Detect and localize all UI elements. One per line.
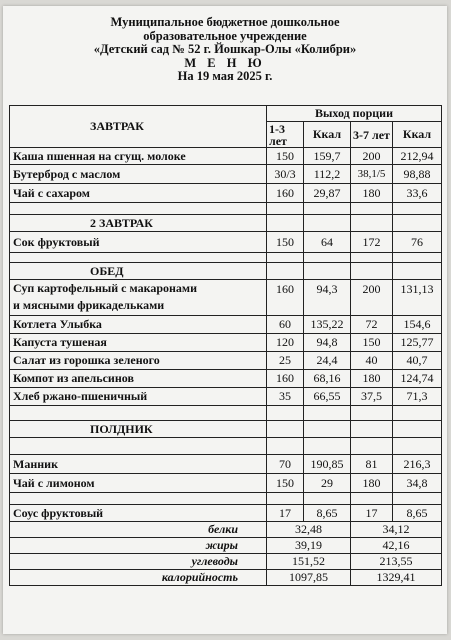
table-row [10, 334, 442, 352]
portion-1-3: 160 [267, 184, 304, 203]
portion-1-3: 25 [267, 352, 304, 370]
kcal-1-3: 24,4 [304, 352, 351, 370]
kcal-1-3: 29,87 [304, 184, 351, 203]
spacer-row [10, 203, 442, 215]
dish-name: Салат из горошка зеленого [10, 352, 267, 370]
header-line-2: образовательное учреждение [143, 28, 307, 43]
portion-3-7: 37,5 [351, 388, 393, 406]
portion-1-3: 150 [267, 148, 304, 165]
dish-name: Сок фруктовый [10, 232, 267, 253]
lunch-section-label: ОБЕД [10, 263, 267, 280]
table-row [10, 455, 442, 474]
menu-title: М Е Н Ю [184, 55, 266, 70]
dish-name: Капуста тушеная [10, 334, 267, 352]
portion-3-7: 180 [351, 370, 393, 388]
kcal-1-3: 94,3 [304, 280, 351, 316]
table-row [10, 232, 442, 253]
kcal-1-3: 112,2 [304, 165, 351, 184]
second-breakfast-section-label: 2 ЗАВТРАК [10, 215, 267, 232]
portion-1-3: 160 [267, 280, 304, 316]
portion-1-3: 30/3 [267, 165, 304, 184]
kcal-1-3: 159,7 [304, 148, 351, 165]
portion-3-7: 40 [351, 352, 393, 370]
kcal-3-7: 40,7 [393, 352, 442, 370]
portion-3-7: 72 [351, 316, 393, 334]
total-1-3: 39,19 [267, 538, 351, 554]
dish-name: Котлета Улыбка [10, 316, 267, 334]
portion-1-3: 160 [267, 370, 304, 388]
total-label: белки [10, 522, 267, 538]
kcal-3-7: 71,3 [393, 388, 442, 406]
total-label: жиры [10, 538, 267, 554]
table-row [10, 316, 442, 334]
table-row [10, 474, 442, 493]
portion-1-3: 60 [267, 316, 304, 334]
kcal-1-3: 94,8 [304, 334, 351, 352]
total-3-7: 42,16 [351, 538, 442, 554]
total-3-7: 1329,41 [351, 570, 442, 586]
portion-3-7: 200 [351, 280, 393, 316]
kcal-3-7: 98,88 [393, 165, 442, 184]
dish-name: Соус фруктовый [10, 505, 267, 522]
portion-3-7: 150 [351, 334, 393, 352]
dish-name-line-1: Суп картофельный с макаронами [13, 281, 197, 295]
snack-section-label: ПОЛДНИК [10, 421, 267, 438]
portion-output-header: Выход порции [267, 106, 442, 122]
header-line-3: «Детский сад № 52 г. Йошкар-Олы «Колибри» [93, 42, 357, 56]
portion-1-3: 150 [267, 232, 304, 253]
table-row [10, 215, 442, 232]
spacer-row [10, 438, 442, 455]
table-row [10, 184, 442, 203]
portion-1-3: 120 [267, 334, 304, 352]
spacer-row [10, 406, 442, 421]
kcal-1-3: 8,65 [304, 505, 351, 522]
table-row [10, 421, 442, 438]
table-row [10, 505, 442, 522]
table-row [10, 280, 442, 316]
portion-3-7: 180 [351, 184, 393, 203]
total-3-7: 213,55 [351, 554, 442, 570]
col-age-1-3: 1-3 лет [267, 122, 304, 148]
total-label: углеводы [10, 554, 267, 570]
dish-name-line-2: и мясными фрикадельками [13, 298, 165, 312]
totals-row [10, 570, 442, 586]
table-row [10, 148, 442, 165]
portion-1-3: 35 [267, 388, 304, 406]
dish-name: Манник [10, 455, 267, 474]
dish-name: Каша пшенная на сгущ. молоке [10, 148, 267, 165]
dish-name: Чай с сахаром [10, 184, 267, 203]
portion-3-7: 81 [351, 455, 393, 474]
kcal-3-7: 76 [393, 232, 442, 253]
dish-name: Компот из апельсинов [10, 370, 267, 388]
portion-3-7: 180 [351, 474, 393, 493]
kcal-1-3: 135,22 [304, 316, 351, 334]
col-kcal-1: Ккал [304, 122, 351, 148]
portion-1-3: 70 [267, 455, 304, 474]
portion-3-7: 200 [351, 148, 393, 165]
portion-3-7: 172 [351, 232, 393, 253]
portion-1-3: 150 [267, 474, 304, 493]
spacer-row [10, 253, 442, 263]
spacer-row [10, 493, 442, 505]
col-kcal-2: Ккал [393, 122, 442, 148]
kcal-1-3: 66,55 [304, 388, 351, 406]
menu-sheet [3, 6, 447, 634]
total-1-3: 1097,85 [267, 570, 351, 586]
totals-row [10, 522, 442, 538]
kcal-3-7: 154,6 [393, 316, 442, 334]
dish-name: Хлеб ржано-пшеничный [10, 388, 267, 406]
totals-row [10, 538, 442, 554]
total-label: калорийность [10, 570, 267, 586]
totals-row [10, 554, 442, 570]
kcal-3-7: 33,6 [393, 184, 442, 203]
kcal-1-3: 29 [304, 474, 351, 493]
total-1-3: 151,52 [267, 554, 351, 570]
table-row [10, 352, 442, 370]
kcal-1-3: 190,85 [304, 455, 351, 474]
kcal-3-7: 131,13 [393, 280, 442, 316]
table-row [10, 370, 442, 388]
total-1-3: 32,48 [267, 522, 351, 538]
menu-date: На 19 мая 2025 г. [177, 69, 273, 83]
total-3-7: 34,12 [351, 522, 442, 538]
table-row [10, 388, 442, 406]
kcal-3-7: 212,94 [393, 148, 442, 165]
table-row [10, 263, 442, 280]
kcal-1-3: 68,16 [304, 370, 351, 388]
portion-3-7: 38,1/5 [351, 165, 393, 184]
col-age-3-7: 3-7 лет [351, 122, 393, 148]
dish-name: Бутерброд с маслом [10, 165, 267, 184]
dish-name: Чай с лимоном [10, 474, 267, 493]
menu-table [9, 105, 442, 586]
kcal-1-3: 64 [304, 232, 351, 253]
portion-3-7: 17 [351, 505, 393, 522]
kcal-3-7: 124,74 [393, 370, 442, 388]
header-line-1: Муниципальное бюджетное дошкольное [110, 15, 340, 29]
menu-header [3, 16, 447, 84]
kcal-3-7: 125,77 [393, 334, 442, 352]
breakfast-section-label: ЗАВТРАК [10, 106, 267, 148]
kcal-3-7: 8,65 [393, 505, 442, 522]
table-row [10, 165, 442, 184]
kcal-3-7: 34,8 [393, 474, 442, 493]
kcal-3-7: 216,3 [393, 455, 442, 474]
dish-name [10, 280, 267, 316]
portion-1-3: 17 [267, 505, 304, 522]
